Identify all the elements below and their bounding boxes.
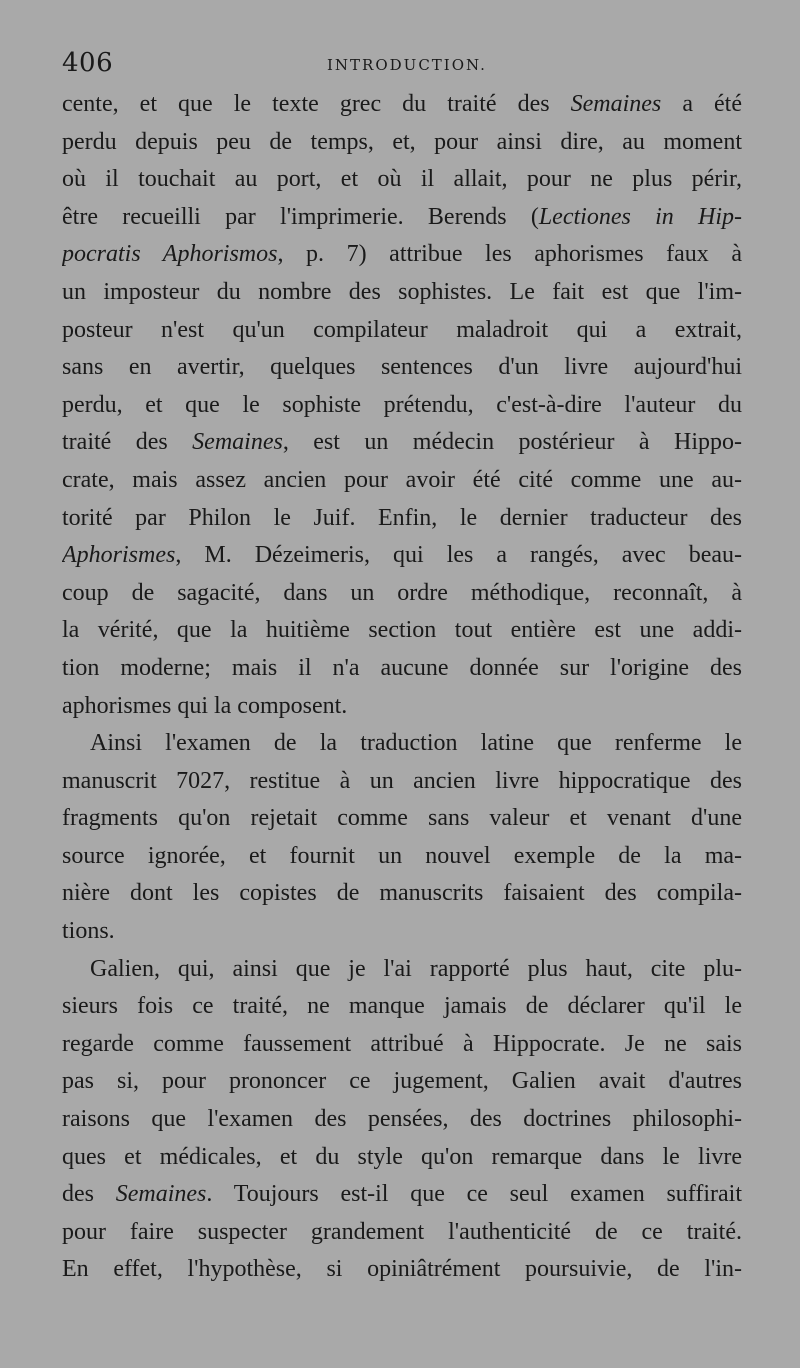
text-line: traité des Semaines, est un médecin postérieur à Hippo- xyxy=(62,429,742,456)
text-line: la vérité, que la huitième section tout entière est une addi- xyxy=(62,617,742,644)
running-head: INTRODUCTION. xyxy=(327,56,487,74)
text-line: source ignorée, et fournit un nouvel exemple de la ma- xyxy=(62,842,742,869)
page-number: 406 xyxy=(62,48,114,78)
text-line: coup de sagacité, dans un ordre méthodique, reconnaît, à xyxy=(62,579,742,606)
text-line: aphorismes qui la composent. xyxy=(62,692,348,719)
text-line: posteur n'est qu'un compilateur maladroit qui a extrait, xyxy=(62,316,742,343)
text-line: tions. xyxy=(62,918,115,945)
text-line: des Semaines. Toujours est-il que ce seul examen suffirait xyxy=(62,1181,742,1208)
text-line: fragments qu'on rejetait comme sans valeur et venant d'une xyxy=(62,805,742,832)
text-line: ques et médicales, et du style qu'on remarque dans le livre xyxy=(62,1143,742,1170)
text-line: Galien, qui, ainsi que je l'ai rapporté plus haut, cite plu- xyxy=(90,955,742,982)
text-line: regarde comme faussement attribué à Hippocrate. Je ne sais xyxy=(62,1030,742,1057)
text-line: raisons que l'examen des pensées, des doctrines philosophi- xyxy=(62,1106,742,1133)
text-line: perdu, et que le sophiste prétendu, c'est-à-dire l'auteur du xyxy=(62,391,742,418)
page-header xyxy=(62,48,742,84)
text-line: pocratis Aphorismos, p. 7) attribue les aphorismes faux à xyxy=(62,241,742,268)
text-line: sieurs fois ce traité, ne manque jamais de déclarer qu'il le xyxy=(62,993,742,1020)
text-line: nière dont les copistes de manuscrits faisaient des compila- xyxy=(62,880,742,907)
text-line: En effet, l'hypothèse, si opiniâtrément poursuivie, de l'in- xyxy=(62,1256,742,1283)
text-line: tion moderne; mais il n'a aucune donnée sur l'origine des xyxy=(62,654,742,681)
body-text xyxy=(62,86,742,1289)
text-line: perdu depuis peu de temps, et, pour ainsi dire, au moment xyxy=(62,128,742,155)
text-line: un imposteur du nombre des sophistes. Le fait est que l'im- xyxy=(62,278,742,305)
text-line: où il touchait au port, et où il allait, pour ne plus périr, xyxy=(62,166,742,193)
text-line: être recueilli par l'imprimerie. Berends (Lectiones in Hip- xyxy=(62,203,742,230)
text-line: pas si, pour prononcer ce jugement, Galien avait d'autres xyxy=(62,1068,742,1095)
text-line: sans en avertir, quelques sentences d'un livre aujourd'hui xyxy=(62,354,742,381)
text-line: manuscrit 7027, restitue à un ancien livre hippocratique des xyxy=(62,767,742,794)
text-line: pour faire suspecter grandement l'authenticité de ce traité. xyxy=(62,1218,742,1245)
text-line: Ainsi l'examen de la traduction latine que renferme le xyxy=(90,730,742,757)
text-line: crate, mais assez ancien pour avoir été cité comme une au- xyxy=(62,466,742,493)
text-line: cente, et que le texte grec du traité des Semaines a été xyxy=(62,91,742,117)
text-line: torité par Philon le Juif. Enfin, le dernier traducteur des xyxy=(62,504,742,531)
text-line: Aphorismes, M. Dézeimeris, qui les a rangés, avec beau- xyxy=(62,542,742,569)
